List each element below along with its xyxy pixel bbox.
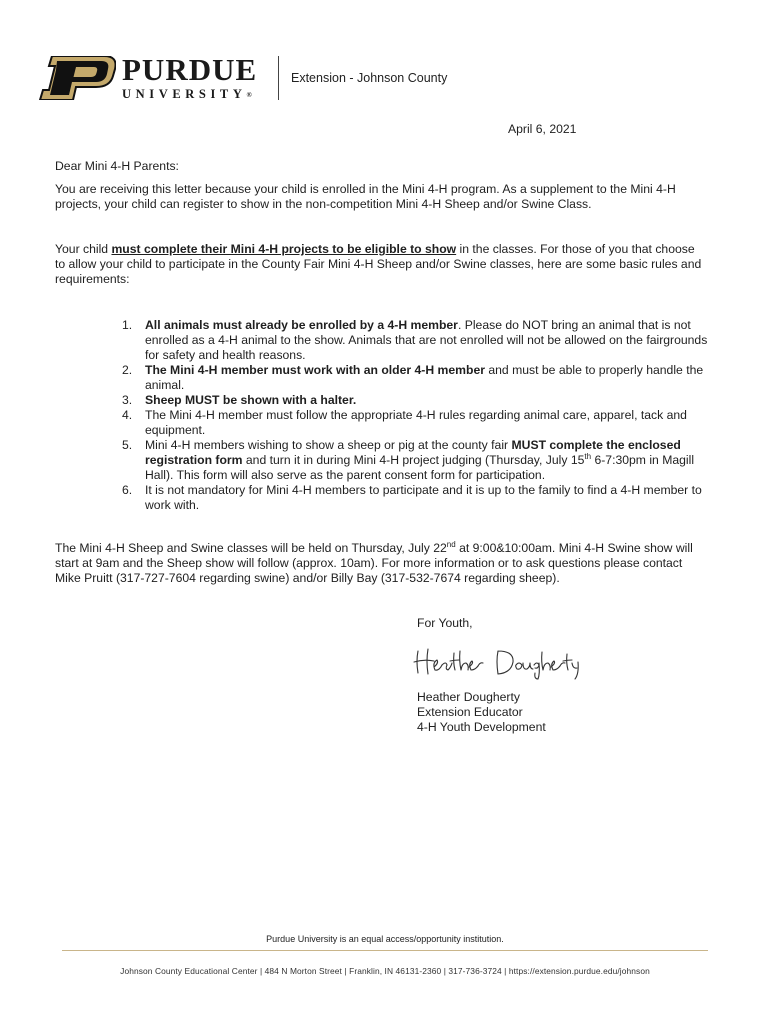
signer-department: 4-H Youth Development [417, 720, 546, 734]
rule-item [118, 408, 718, 438]
rule-bold: MUST complete the enclosed registration form [145, 438, 681, 467]
rule-item [118, 483, 718, 513]
header-divider [278, 56, 279, 100]
p3-text-post: at 9:00&10:00am. Mini 4-H Swine show will start at 9am and the Sheep show will follow (approx. 10am). For more information or to ask questions please contact Mike Pruitt (317-727-7604 regarding swine) and/or Billy Bay (317-532-7674 regarding sheep). [55, 541, 693, 585]
footer-divider [62, 950, 708, 951]
rule-number: 2. [122, 363, 133, 377]
purdue-p-logo [38, 56, 116, 100]
letterhead [38, 52, 738, 102]
rule-bold: Sheep MUST be shown with a halter. [145, 393, 357, 407]
rule-number: 4. [122, 408, 133, 422]
footer-address: Johnson County Educational Center | 484 N Morton Street | Franklin, IN 46131-2360 | 317-736-3724 | https://extension.purdue.edu/johnson [120, 966, 650, 976]
rule-text: . Please do NOT bring an animal that is not enrolled as a 4-H animal to the show. Animals that are not enrolled will not be allowed on the fairgrounds for safety and health reasons. [145, 318, 708, 362]
rule-text: and must be able to properly handle the animal. [145, 363, 704, 392]
wordmark-purdue: PURDUE [122, 52, 258, 87]
purdue-wordmark [122, 54, 257, 102]
p3-superscript: nd [446, 539, 456, 549]
rule-text-post: 6-7:30pm in Magill Hall). This form will also serve as the parent consent form for participation. [145, 453, 695, 482]
signer-name: Heather Dougherty [417, 690, 520, 704]
rule-item [118, 438, 718, 483]
signer-title: Extension Educator [417, 705, 523, 719]
p2-text-pre: Your child [55, 242, 112, 256]
registered-mark: ® [246, 91, 252, 100]
p2-text-post: in the classes. For those of you that choose to allow your child to participate in the County Fair Mini 4-H Sheep and/or Swine classes, here are some basic rules and requirements: [55, 242, 702, 286]
p2-emphasis: must complete their Mini 4-H projects to be eligible to show [111, 242, 457, 256]
rule-text: The Mini 4-H member must follow the appropriate 4-H rules regarding animal care, apparel, tack and equipment. [145, 408, 687, 437]
paragraph-intro: You are receiving this letter because your child is enrolled in the Mini 4-H program. As a supplement to the Mini 4-H projects, your child can register to show in the non-competition Mini 4-H Sheep and/or Swine Class. [55, 182, 676, 211]
rule-text-pre: Mini 4-H members wishing to show a sheep or pig at the county fair [145, 438, 512, 452]
rule-text: It is not mandatory for Mini 4-H members to participate and it is up to the family to find a 4-H member to work with. [145, 483, 702, 512]
paragraph-schedule [55, 541, 705, 586]
p3-text-pre: The Mini 4-H Sheep and Swine classes will be held on Thursday, July 22 [55, 541, 447, 555]
rules-list [118, 318, 718, 513]
rule-text-mid: and turn it in during Mini 4-H project judging (Thursday, July 15 [242, 453, 585, 467]
rule-number: 1. [122, 318, 133, 332]
handwritten-signature [412, 641, 582, 681]
rule-item [118, 363, 718, 393]
salutation: Dear Mini 4-H Parents: [55, 159, 179, 173]
paragraph-eligibility [55, 242, 705, 287]
rule-bold: All animals must already be enrolled by a 4-H member [145, 318, 458, 332]
rule-item [118, 318, 718, 363]
wordmark-university [122, 87, 257, 102]
wordmark-university-text: UNIVERSITY [122, 87, 247, 101]
rule-bold: The Mini 4-H member must work with an older 4-H member [145, 363, 485, 377]
rule-number: 5. [122, 438, 133, 452]
rule-superscript: th [584, 451, 592, 461]
rule-item [118, 393, 718, 408]
letter-date: April 6, 2021 [508, 122, 577, 136]
sign-off: For Youth, [417, 616, 473, 630]
extension-label: Extension - Johnson County [291, 71, 448, 85]
rule-number: 6. [122, 483, 133, 497]
equal-opportunity-statement: Purdue University is an equal access/opportunity institution. [266, 934, 504, 944]
rule-number: 3. [122, 393, 133, 407]
